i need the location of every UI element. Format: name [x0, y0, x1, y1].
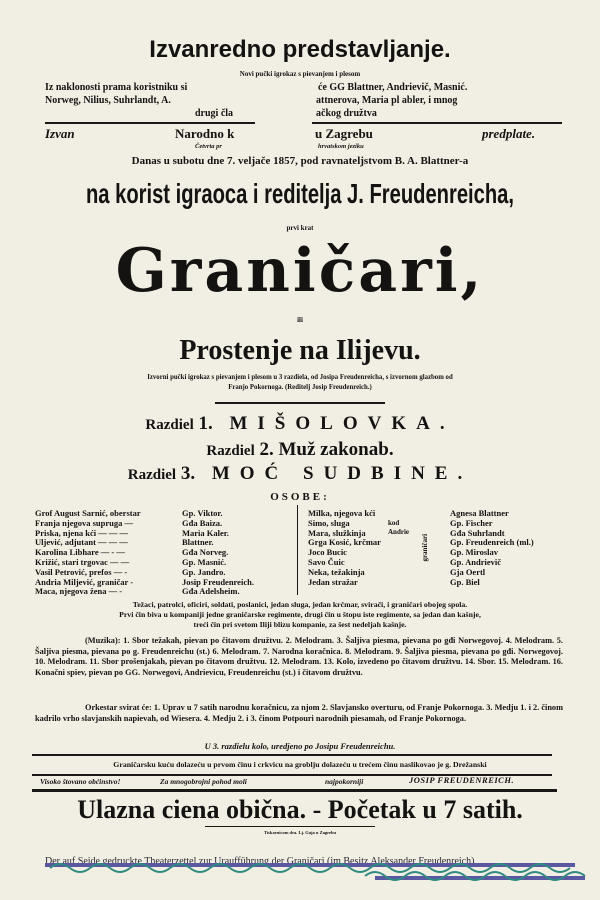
cast-actor: Gđa Norveg. [182, 547, 229, 558]
signature: JOSIP FREUDENREICH. [409, 775, 515, 785]
music-program: (Muzika): 1. Sbor težakah, pievan po čitavom družtvu. 2. Melodram. 3. Šaljiva piesma, pievana po gđi Norwegovoj. 4. Melodram. 5. Šaljiva piesma, pievana po g. Freudenreichu (st.) 6. Melodram. 7. Narodna koračnica. 8. Melodram. 9. Šaljiva piesma, pievana po gđi. Norwegovoj. 10. Melodram. 11. Sbor prošenjakah, pievan po čitavom družtvu. 12. Melodram. 13. Kolo, izvedeno po čitavom družtvu. 14. Sbor. 15. Melodram. 16. Konačni spiev, pievan po GG. Norwegovi, Andrievicu, Freudenreichu (st.) i čitavom družtvu. [35, 636, 563, 677]
divider [205, 826, 375, 827]
cast-heading: OSOBE: [270, 491, 330, 503]
venue-mid-right: u Zagrebu [315, 126, 373, 141]
printer-line: Tiskarnicom dra. Lj. Gaja u Zagrebu [264, 830, 336, 835]
setting-line-1: Prvi čin biva u kompaniji jedne graničarske regimente, drugi čin u štopu iste regimente, sa jedan dan kašnje, [119, 610, 481, 619]
cast-actor: Gđa Suhrlandt [450, 527, 505, 538]
cast-actor: Blattner. [182, 537, 214, 548]
cast-actor: Maria Kaler. [182, 527, 229, 538]
venue-sub-right: hrvatskom jeziku [318, 143, 364, 150]
handwritten-note [45, 856, 590, 886]
cast-actor: Gp. Andrievič [450, 557, 502, 567]
act-2-number: 2. [259, 439, 274, 460]
cast-actor: Gp. Biel [450, 576, 480, 587]
event-subtitle: Novi pučki igrokaz s pievanjem i plesom [239, 70, 361, 78]
act-1-label: Razdiel [145, 417, 194, 433]
cast-role: Jedan stražar [308, 576, 358, 587]
venue-right: predplate. [482, 126, 536, 141]
cast-actor: Agnesa Blattner [450, 508, 509, 518]
divider [32, 754, 552, 756]
play-title: Graničari, [115, 236, 485, 306]
cast-actor: Gja Oertl [450, 566, 486, 577]
act-1-name: MIŠOLOVKA. [229, 413, 455, 434]
act-1 [0, 413, 600, 436]
cast-extras: Težaci, patrolci, oficiri, soldati, poslanici, jedan sluga, jedan krčmar, svirači, i graničari obojeg spola. [132, 600, 468, 609]
price-and-start: Ulazna ciena obična. - Početak u 7 satih. [77, 795, 523, 824]
cast-role: Franja njegova supruga — [35, 517, 133, 528]
act-2 [0, 439, 600, 462]
act-2-label: Razdiel [206, 443, 255, 459]
divider [32, 789, 557, 792]
setting-line-2: treći čin pri svetom Iliji blizu kompanie, za šest nedeljah kašnje. [193, 620, 407, 629]
cast-actor: Gp. Jandro. [182, 566, 226, 577]
appeal-text-3: najpokorniji [325, 777, 364, 786]
cast-role: Maca, njegova žena — - [35, 586, 123, 597]
cast-role: Simo, sluga [308, 517, 350, 528]
cast-role: Milka, njegova kći [308, 508, 376, 518]
cast-actor: Gp. Masnić. [182, 557, 227, 567]
courtesy-right-3: ačkog družtva [316, 108, 377, 119]
first-time: prvi krat [286, 224, 314, 232]
venue-mid-left: Narodno k [175, 126, 235, 141]
cast-role: Mara, služkinja [308, 527, 366, 538]
cast-role: Grga Kosić, krčmar [308, 537, 381, 548]
cast-role: Križić, stari trgovac — — [35, 557, 130, 567]
act-3-label: Razdiel [127, 467, 177, 483]
kolo-note: U 3. razdielu kolo, uredjeno po Josipu Freudenreichu. [204, 741, 396, 751]
cast-role: Grof August Sarnić, oberstar [35, 508, 141, 518]
cast-actor: Josip Freudenreich. [182, 576, 254, 587]
handwritten-note-text: Der auf Seide gedruckte Theaterzettel zur Uraufführung der Graničari (im Besitz Aleksander Freudenreich) [45, 856, 475, 867]
venue-sub-left: Četvrta pr [195, 143, 222, 150]
cast-column-divider [297, 505, 298, 595]
cast-role: Joco Bucic [308, 547, 347, 558]
cast-role: Savo Čuic [308, 557, 345, 567]
play-description-2: Franjo Pokornoga. (Reditelj Josip Freudenreich.) [228, 384, 372, 391]
cast-role: Priska, njena kći — — — [35, 527, 129, 538]
cast-role: Karolina Libhare — - — [35, 547, 125, 558]
cast-actor: Gp. Viktor. [182, 508, 223, 518]
cast-actor: Gp. Fischer [450, 517, 493, 528]
cast-actor: Gđa Baiza. [182, 517, 223, 528]
orchestra-program: Orkestar svirat će: 1. Uprav u 7 satih narodnu koračnicu, za njom 2. Slavjansko overturu, od Franje Pokornoga. 3. Medju 1. i 2. činom kadrilo vrho slavjanskih napievah, od Wiesera. 4. Medju 2. i 3. činom Potpouri narodnih piesamah, od Franje Pokornoga. [35, 703, 563, 723]
cast-role: Neka, težakinja [308, 566, 365, 577]
cast-role: Andria Miljević, graničar - [35, 576, 134, 587]
divider [45, 122, 255, 124]
courtesy-right-2: attnerova, Maria pl abler, i mnog [316, 95, 458, 106]
act-3-number: 3. [180, 463, 196, 484]
act-1-number: 1. [198, 413, 213, 434]
appeal-text-2: Za mnogobrojni pohod moli [160, 777, 247, 786]
act-3-name: MOĆ SUDBINE. [211, 463, 473, 484]
cast-actor: Gp. Freudenreich (ml.) [450, 537, 534, 548]
appeal-text-1: Visoko štovano obćinstvo! [40, 777, 121, 786]
date-line: Danas u subotu dne 7. veljače 1857, pod ravnateljstvom B. A. Blattner-a [131, 155, 469, 167]
courtesy-right-1: će GG Blattner, Andrievič, Masnić. [318, 82, 468, 93]
ornament-divider [215, 402, 385, 404]
event-title: Izvanredno predstavljanje. [149, 36, 451, 63]
play-or: ili [297, 316, 303, 324]
cast-actor: Gđa Adelsheim. [182, 586, 240, 597]
venue-left: Izvan [45, 126, 75, 141]
act-3 [0, 463, 600, 486]
courtesy-left-1: Iz naklonosti prama koristniku si [45, 82, 188, 93]
cast-actor: Gp. Miroslav [450, 547, 499, 558]
act-2-name: Muž zakonab. [278, 439, 394, 460]
courtesy-left-2: Norweg, Nilius, Suhrlandt, A. [45, 95, 171, 106]
cast-role: Uljević, adjutant — — — [35, 537, 128, 548]
cast-bracket-label: kod Andrie [388, 519, 409, 536]
benefit-line: na korist igraoca i reditelja J. Freudenreicha, [85, 178, 514, 209]
play-subtitle: Prostenje na Ilijevu. [179, 335, 421, 366]
courtesy-left-3: drugi čla [195, 108, 234, 119]
cast-role: Vasil Petrović, prefos — - [35, 566, 128, 577]
divider [312, 122, 562, 124]
crossout-scribble-icon [45, 856, 590, 886]
scenery-note: Graničarsku kuću dolazeću u prvom činu i crkvicu na groblju dolazeću u trećem činu naslikovao je g. Drežanski [113, 760, 487, 769]
play-description-1: Izvorni pučki igrokaz s pievanjem i plesom u 3 razdiela, od Josipa Freudenreicha, s izvornom glazbom od [147, 374, 453, 381]
cast-side-label: graničari [421, 533, 430, 562]
